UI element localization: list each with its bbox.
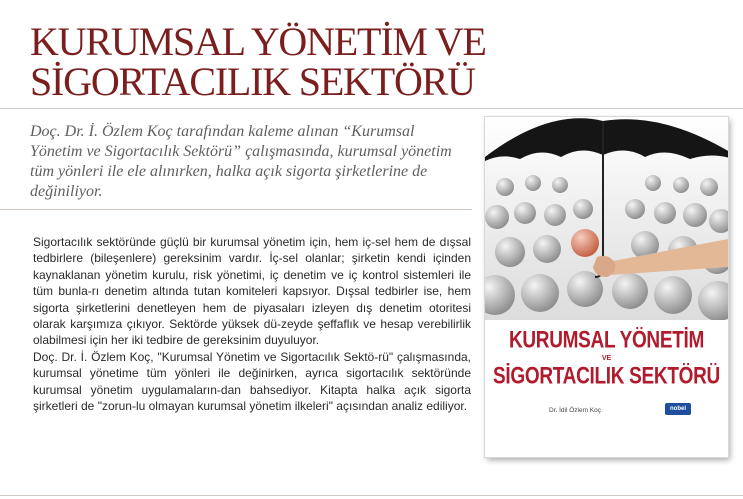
cover-author: Dr. İdil Özlem Koç bbox=[549, 407, 602, 414]
divider-bottom bbox=[0, 495, 743, 496]
umbrella-photo bbox=[485, 117, 728, 320]
title-line-1: KURUMSAL YÖNETİM VE bbox=[30, 19, 486, 64]
lead-paragraph: Doç. Dr. İ. Özlem Koç tarafından kaleme alınan “Kurumsal Yönetim ve Sigortacılık Sektörü” çalışmasında, kurumsal yönetim tüm yönleri ile ele alınırken, halka açık sigorta şirketlerine de değiniliyor. bbox=[30, 123, 452, 200]
body-paragraph-1: Sigortacılık sektöründe güçlü bir kurumsal yönetim için, hem iç-sel hem de dışsal tedbirlere (bileşenlere) gereksinim vardır. İç-sel olanlar; şirketin kendi içinden kaynaklanan yönetim kurulu, risk yönetimi, iç denetim ve iç kontrol sistemleri ile tüm bunla-rı denetim altında tutan komiteleri kapsıyor. Dışsal tedbirler ise, hem sigorta şirketlerini denetleyen hem de piyasaları izleyen dış denetim otoritesi olarak karşımıza çıkıyor. Sektörde yüksek dü-zeyde şeffaflık ve hesap verebilirlik olabilmesi için her iki tedbire de gereksinim duyuluyor. bbox=[33, 235, 471, 348]
cover-title-connector: VE bbox=[601, 355, 612, 362]
publisher-logo: nobel bbox=[665, 403, 691, 415]
title-line-2: SİGORTACILIK SEKTÖRÜ bbox=[30, 59, 475, 104]
cover-title-line-1: KURUMSAL YÖNETİM bbox=[508, 327, 705, 354]
body-paragraph-2: Doç. Dr. İ. Özlem Koç, "Kurumsal Yönetim ve Sigortacılık Sektö-rü" çalışmasında, kurumsal yönetime tüm yönleri ile değinirken, ayrıca sigortacılık sektöründe kurumsal yönetim uygulamaların-dan bahsediyor. Kitapta halka açık sigorta şirketleri de "zorun-lu olmayan kurumsal yönetim ilkeleri" açısından analiz ediliyor. bbox=[33, 349, 471, 414]
cover-title-line-2: SİGORTACILIK SEKTÖRÜ bbox=[493, 363, 720, 390]
divider-top bbox=[0, 108, 743, 109]
book-cover bbox=[485, 117, 728, 457]
article-body bbox=[33, 234, 471, 414]
top-border bbox=[0, 0, 743, 4]
article-title bbox=[30, 19, 730, 104]
divider-middle bbox=[0, 209, 472, 210]
